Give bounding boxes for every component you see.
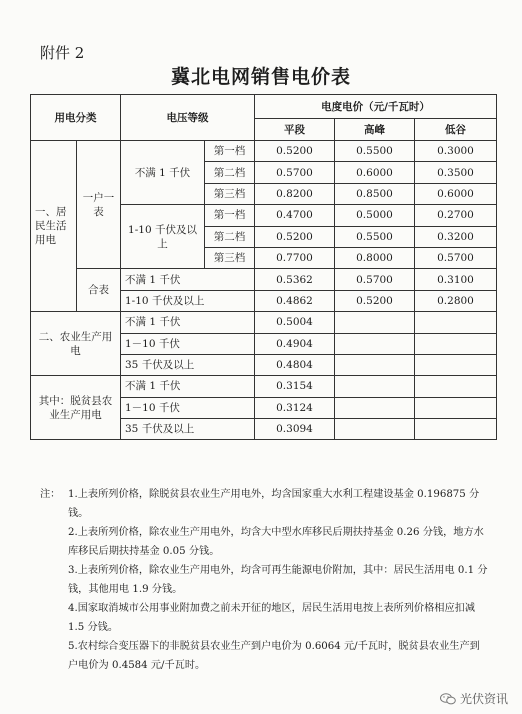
empty-cell: [415, 397, 497, 418]
wechat-icon: [440, 693, 456, 705]
empty-cell: [415, 419, 497, 440]
flat-value: 0.5700: [255, 162, 335, 183]
note-number: 5.: [68, 641, 78, 652]
valley-value: 0.2700: [415, 205, 497, 226]
tier-label: 第三档: [205, 247, 255, 268]
voltage-label: 1－10 千伏: [121, 333, 255, 354]
voltage-label: 不满 1 千伏: [121, 376, 255, 397]
header-voltage: 电压等级: [121, 95, 255, 141]
voltage-1-10: 1-10 千伏及以上: [121, 205, 205, 269]
header-price-group: 电度电价（元/千瓦时）: [255, 95, 497, 119]
flat-value: 0.7700: [255, 247, 335, 268]
flat-value: 0.5004: [255, 312, 335, 333]
empty-cell: [415, 354, 497, 375]
valley-value: 0.5700: [415, 247, 497, 268]
tier-label: 第一档: [205, 205, 255, 226]
valley-value: 0.3100: [415, 269, 497, 290]
note-text: 上表所列价格，除脱贫县农业生产用电外，均含国家重大水利工程建设基金 0.196875 分钱。: [68, 489, 480, 519]
flat-value: 0.4700: [255, 205, 335, 226]
page-title: 冀北电网销售电价表: [170, 66, 351, 88]
note-item: [40, 599, 490, 637]
table-row: [31, 376, 497, 397]
empty-cell: [335, 354, 415, 375]
note-number: 1.: [68, 489, 78, 500]
table-row: [31, 269, 497, 290]
note-number: 2.: [68, 527, 78, 538]
note-item: [40, 485, 490, 523]
note-text: 上表所列价格，除农业生产用电外，均含可再生能源电价附加，其中：居民生活用电 0.1 分钱，其他用电 1.9 分钱。: [68, 565, 488, 595]
note-item: [40, 637, 490, 675]
header-category: 用电分类: [31, 95, 121, 141]
note-text: 上表所列价格，除农业生产用电外，均含大中型水库移民后期扶持基金 0.26 分钱，地方水库移民后期扶持基金 0.05 分钱。: [68, 527, 484, 557]
peak-value: 0.5500: [335, 141, 415, 162]
agricultural-label: 二、农业生产用电: [31, 312, 121, 376]
flat-value: 0.4804: [255, 354, 335, 375]
table-row: [31, 312, 497, 333]
note-number: 4.: [68, 603, 78, 614]
flat-value: 0.3124: [255, 397, 335, 418]
voltage-label: 1－10 千伏: [121, 397, 255, 418]
empty-cell: [335, 312, 415, 333]
watermark-text: 光伏资讯: [459, 692, 508, 706]
empty-cell: [335, 397, 415, 418]
peak-value: 0.5700: [335, 269, 415, 290]
tier-label: 第二档: [205, 226, 255, 247]
voltage-label: 35 千伏及以上: [121, 354, 255, 375]
empty-cell: [335, 376, 415, 397]
note-text: 农村综合变压器下的非脱贫县农业生产到户电价为 0.6064 元/千瓦时，脱贫县农业生产到户电价为 0.4584 元/千瓦时。: [68, 641, 480, 671]
attachment-label: 附件 2: [40, 44, 85, 62]
header-peak: 高峰: [335, 119, 415, 141]
table-row: [31, 141, 497, 162]
voltage-label: 不满 1 千伏: [121, 312, 255, 333]
peak-value: 0.5500: [335, 226, 415, 247]
peak-value: 0.8000: [335, 247, 415, 268]
watermark: [440, 690, 508, 707]
flat-value: 0.4904: [255, 333, 335, 354]
tier-label: 第三档: [205, 183, 255, 204]
empty-cell: [335, 419, 415, 440]
flat-value: 0.5362: [255, 269, 335, 290]
valley-value: 0.2800: [415, 290, 497, 311]
note-item: [40, 523, 490, 561]
voltage-label: 1-10 千伏及以上: [121, 290, 255, 311]
flat-value: 0.3094: [255, 419, 335, 440]
empty-cell: [415, 376, 497, 397]
voltage-under1: 不满 1 千伏: [121, 141, 205, 205]
flat-value: 0.5200: [255, 226, 335, 247]
poverty-label: 其中：脱贫县农业生产用电: [31, 376, 121, 440]
peak-value: 0.6000: [335, 162, 415, 183]
header-valley: 低谷: [415, 119, 497, 141]
flat-value: 0.3154: [255, 376, 335, 397]
voltage-label: 不满 1 千伏: [121, 269, 255, 290]
valley-value: 0.3200: [415, 226, 497, 247]
notes-prefix: 注：: [40, 489, 61, 500]
valley-value: 0.3000: [415, 141, 497, 162]
note-item: [40, 561, 490, 599]
tier-label: 第一档: [205, 141, 255, 162]
price-table: [30, 94, 497, 440]
notes-section: [40, 485, 490, 675]
header-flat: 平段: [255, 119, 335, 141]
voltage-label: 35 千伏及以上: [121, 419, 255, 440]
tier-label: 第二档: [205, 162, 255, 183]
peak-value: 0.8500: [335, 183, 415, 204]
note-number: 3.: [68, 565, 78, 576]
residential-label: 一、居民生活用电: [31, 141, 77, 312]
empty-cell: [335, 333, 415, 354]
one-household-label: 一户一表: [77, 141, 121, 269]
peak-value: 0.5200: [335, 290, 415, 311]
peak-value: 0.5000: [335, 205, 415, 226]
flat-value: 0.5200: [255, 141, 335, 162]
empty-cell: [415, 333, 497, 354]
valley-value: 0.3500: [415, 162, 497, 183]
flat-value: 0.8200: [255, 183, 335, 204]
valley-value: 0.6000: [415, 183, 497, 204]
combined-label: 合表: [77, 269, 121, 312]
empty-cell: [415, 312, 497, 333]
flat-value: 0.4862: [255, 290, 335, 311]
note-text: 国家取消城市公用事业附加费之前未开征的地区，居民生活用电按上表所列价格相应扣减 1.5 分钱。: [68, 603, 476, 633]
